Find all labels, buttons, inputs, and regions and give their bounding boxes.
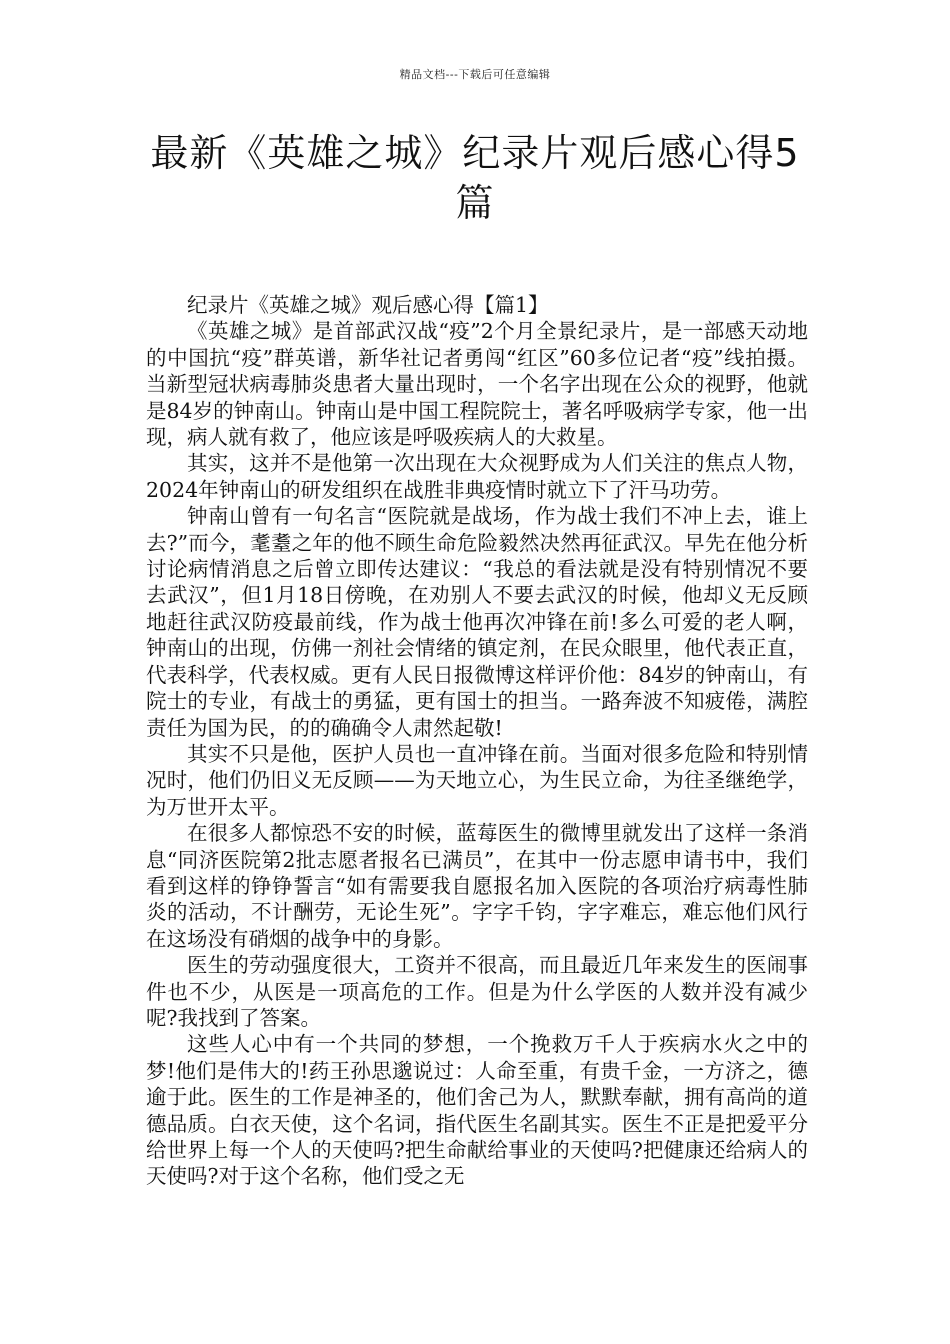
- paragraph: 医生的劳动强度很大，工资并不很高，而且最近几年来发生的医闹事件也不少，从医是一项高危的工作。但是为什么学医的人数并没有减少呢?我找到了答案。: [146, 953, 808, 1030]
- paragraph: 钟南山曾有一句名言“医院就是战场，作为战士我们不冲上去，谁上去?”而今，耄耋之年的他不顾生命危险毅然决然再征武汉。早先在他分析讨论病情消息之后曾立即传达建议：“我总的看法就是没有特别情况不要去武汉”，但1月18日傍晚，在劝别人不要去武汉的时候，他却义无反顾地赶往武汉防疫最前线，作为战士他再次冲锋在前!多么可爱的老人啊，钟南山的出现，仿佛一剂社会情绪的镇定剂，在民众眼里，他代表正直，代表科学，代表权威。更有人民日报微博这样评价他：84岁的钟南山，有院士的专业，有战士的勇猛，更有国士的担当。一路奔波不知疲倦，满腔责任为国为民，的的确确令人肃然起敬!: [146, 504, 808, 740]
- paragraph: 其实，这并不是他第一次出现在大众视野成为人们关注的焦点人物，2024年钟南山的研发组织在战胜非典疫情时就立下了汗马功劳。: [146, 451, 808, 502]
- section-heading: 纪录片《英雄之城》观后感心得【篇1】: [187, 293, 549, 317]
- document-body: [146, 292, 808, 1190]
- paragraph: 这些人心中有一个共同的梦想，一个挽救万千人于疾病水火之中的梦!他们是伟大的!药王孙思邈说过：人命至重，有贵千金，一方济之，德逾于此。医生的工作是神圣的，他们舍己为人，默默奉献，拥有高尚的道德品质。白衣天使，这个名词，指代医生名副其实。医生不正是把爱平分给世界上每一个人的天使吗?把生命献给事业的天使吗?把健康还给病人的天使吗?对于这个名称，他们受之无: [146, 1032, 808, 1189]
- paragraph: 《英雄之城》是首部武汉战“疫”2个月全景纪录片，是一部感天动地的中国抗“疫”群英谱，新华社记者勇闯“红区”60多位记者“疫”线拍摄。当新型冠状病毒肺炎患者大量出现时，一个名字出现在公众的视野，他就是84岁的钟南山。钟南山是中国工程院院士，著名呼吸病学专家，他一出现，病人就有救了，他应该是呼吸疾病人的大救星。: [146, 319, 808, 450]
- paragraph: 在很多人都惊恐不安的时候，蓝莓医生的微博里就发出了这样一条消息“同济医院第2批志愿者报名已满员”，在其中一份志愿申请书中，我们看到这样的铮铮誓言“如有需要我自愿报名加入医院的各项治疗病毒性肺炎的活动，不计酬劳，无论生死”。字字千钧，字字难忘，难忘他们风行在这场没有硝烟的战争中的身影。: [146, 821, 808, 951]
- document-title: 最新《英雄之城》纪录片观后感心得5篇: [150, 131, 800, 225]
- header-note: 精品文档---下载后可任意编辑: [399, 68, 551, 81]
- paragraph: 其实不只是他，医护人员也一直冲锋在前。当面对很多危险和特别情况时，他们仍旧义无反顾——为天地立心，为生民立命，为往圣继绝学，为万世开太平。: [146, 741, 808, 819]
